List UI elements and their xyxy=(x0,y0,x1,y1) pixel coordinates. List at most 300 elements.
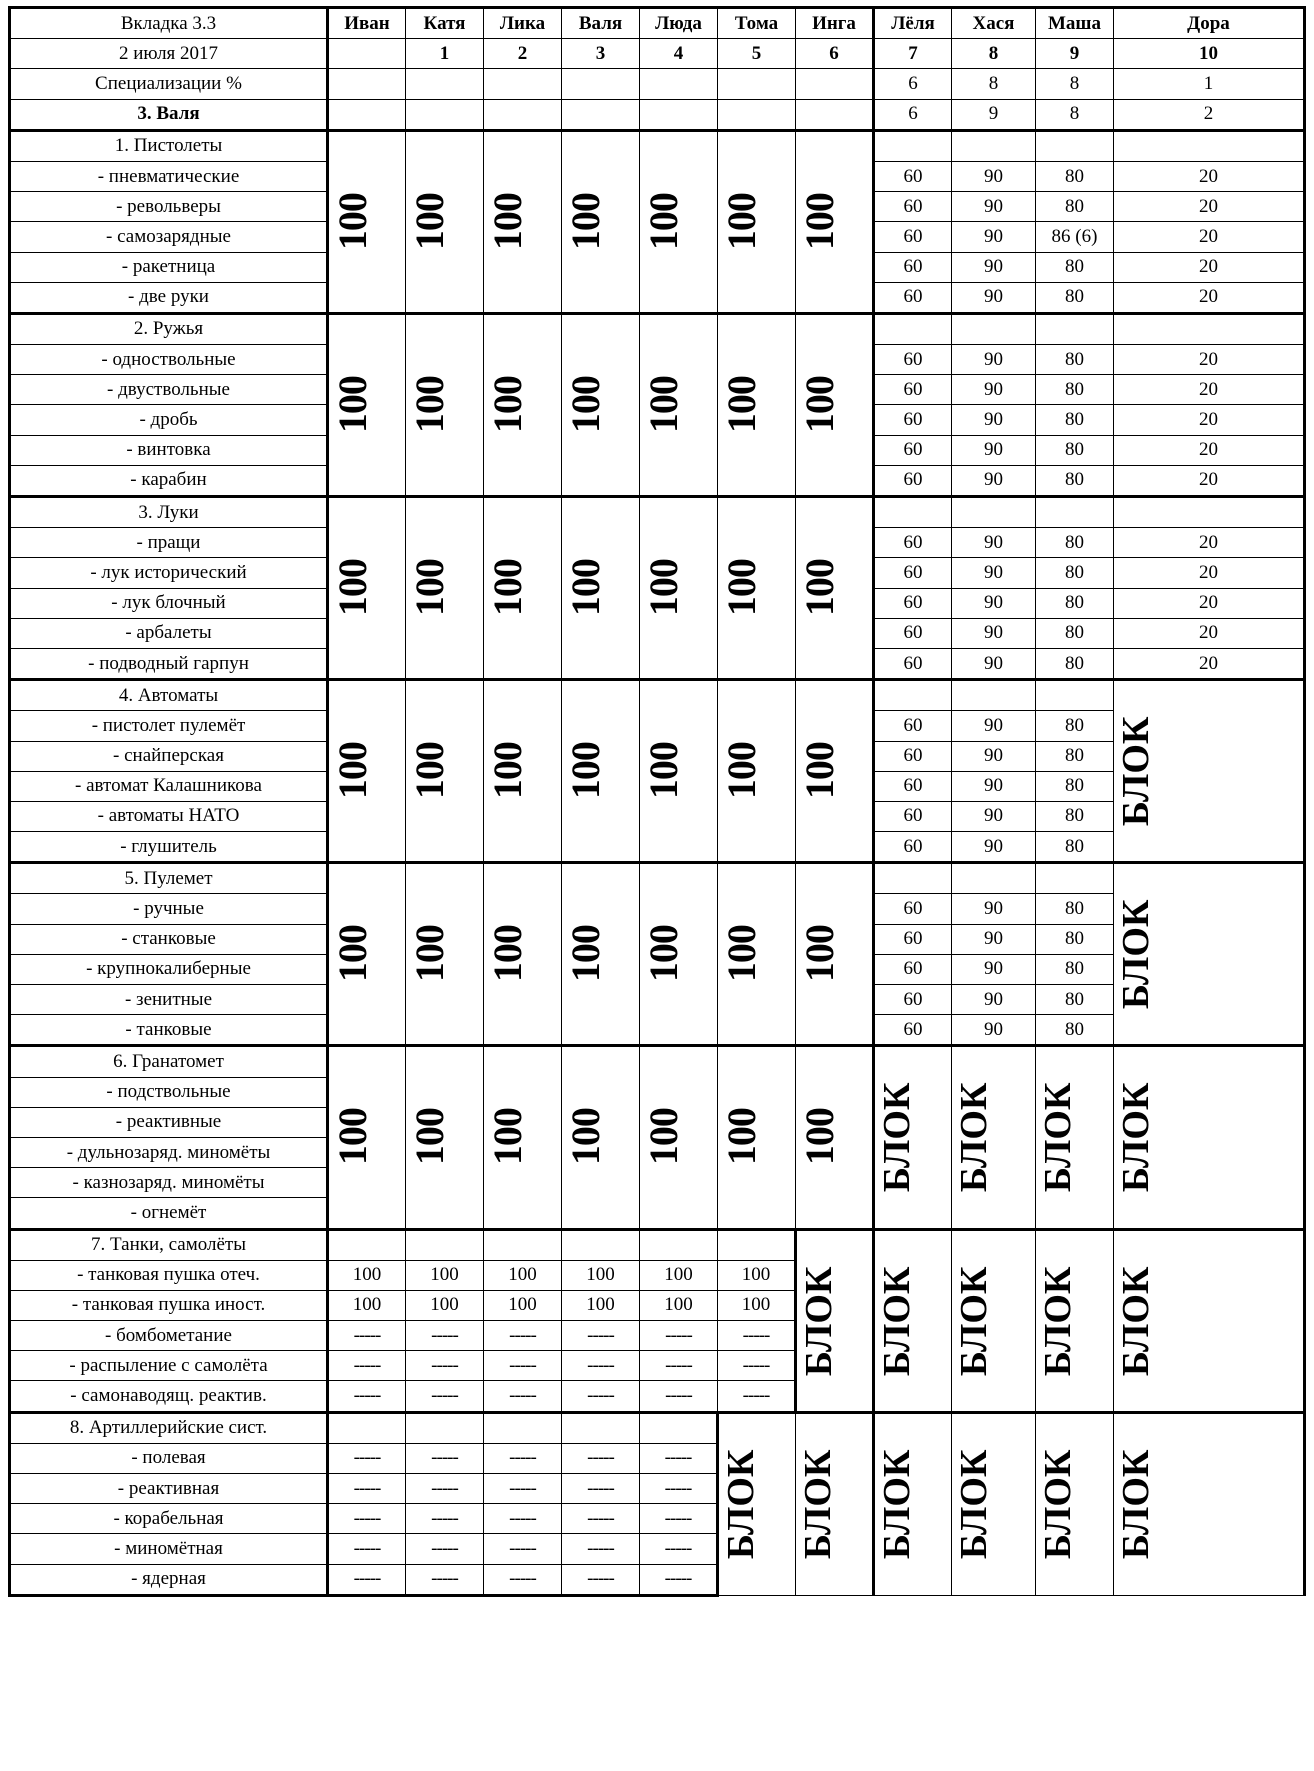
summary-value: 2 xyxy=(1114,99,1305,130)
score-cell: 80 xyxy=(1036,345,1114,375)
block-label: БЛОК xyxy=(1115,1265,1157,1376)
section-title-row xyxy=(10,1046,1305,1077)
summary-value xyxy=(406,69,484,99)
block-label: БЛОК xyxy=(1115,1449,1157,1559)
summary-value xyxy=(640,99,718,130)
column-index-2: 1 xyxy=(406,39,484,69)
row-label: - подводный гарпун xyxy=(10,648,328,679)
row-label: - пистолет пулемёт xyxy=(10,711,328,741)
empty-cell xyxy=(1036,130,1114,161)
row-label: - одноствольные xyxy=(10,345,328,375)
merged-hundred-cell xyxy=(718,863,796,1046)
merged-hundred-cell xyxy=(562,130,640,313)
score-cell: 60 xyxy=(874,345,952,375)
block-cell xyxy=(1036,1046,1114,1229)
block-label: БЛОК xyxy=(953,1082,995,1193)
empty-cell xyxy=(952,130,1036,161)
section-title-row xyxy=(10,1229,1305,1260)
score-cell: 60 xyxy=(874,924,952,954)
merged-value: 100 xyxy=(719,559,764,617)
merged-value: 100 xyxy=(719,742,764,800)
table-header-names xyxy=(10,8,1305,39)
score-cell: 80 xyxy=(1036,435,1114,465)
column-index-6: 5 xyxy=(718,39,796,69)
block-cell xyxy=(874,1229,952,1412)
section-title-row xyxy=(10,497,1305,528)
skills-table xyxy=(8,6,1306,1597)
score-cell: ----- xyxy=(328,1474,406,1504)
score-cell: ----- xyxy=(406,1321,484,1351)
block-cell xyxy=(1114,1412,1305,1595)
score-cell: 80 xyxy=(1036,161,1114,191)
merged-value: 100 xyxy=(563,925,608,983)
row-label: - самозарядные xyxy=(10,222,328,252)
summary-value xyxy=(484,99,562,130)
score-cell: 20 xyxy=(1114,528,1305,558)
merged-hundred-cell xyxy=(796,680,874,863)
summary-row xyxy=(10,69,1305,99)
score-cell: 80 xyxy=(1036,894,1114,924)
score-cell: 100 xyxy=(640,1260,718,1290)
row-label: - огнемёт xyxy=(10,1198,328,1229)
merged-hundred-cell xyxy=(796,497,874,680)
score-cell: 100 xyxy=(406,1290,484,1320)
column-header-7: Инга xyxy=(796,8,874,39)
score-cell: 80 xyxy=(1036,252,1114,282)
column-index-1 xyxy=(328,39,406,69)
score-cell: 60 xyxy=(874,741,952,771)
section-title-row xyxy=(10,680,1305,711)
merged-hundred-cell xyxy=(718,680,796,863)
merged-hundred-cell xyxy=(406,313,484,496)
score-cell: 100 xyxy=(328,1260,406,1290)
block-label: БЛОК xyxy=(1115,716,1157,826)
score-cell: 90 xyxy=(952,985,1036,1015)
score-cell: 60 xyxy=(874,161,952,191)
empty-cell xyxy=(874,680,952,711)
block-label: БЛОК xyxy=(1115,899,1157,1010)
score-cell: 60 xyxy=(874,801,952,831)
row-label: - ракетница xyxy=(10,252,328,282)
block-cell xyxy=(952,1046,1036,1229)
summary-value xyxy=(562,99,640,130)
empty-cell xyxy=(484,1229,562,1260)
empty-cell xyxy=(1114,130,1305,161)
score-cell: 20 xyxy=(1114,435,1305,465)
merged-hundred-cell xyxy=(796,1046,874,1229)
summary-value: 9 xyxy=(952,99,1036,130)
score-cell: 20 xyxy=(1114,558,1305,588)
score-cell: ----- xyxy=(718,1381,796,1412)
merged-hundred-cell xyxy=(484,1046,562,1229)
row-label: - лук исторический xyxy=(10,558,328,588)
empty-cell xyxy=(952,497,1036,528)
merged-hundred-cell xyxy=(562,863,640,1046)
row-label: - распыление с самолёта xyxy=(10,1351,328,1381)
score-cell: ----- xyxy=(640,1381,718,1412)
score-cell: ----- xyxy=(718,1351,796,1381)
merged-value: 100 xyxy=(485,1108,530,1166)
merged-value: 100 xyxy=(407,193,452,251)
empty-cell xyxy=(328,1412,406,1443)
merged-value: 100 xyxy=(330,925,375,983)
merged-value: 100 xyxy=(641,193,686,251)
score-cell: 90 xyxy=(952,588,1036,618)
merged-value: 100 xyxy=(719,925,764,983)
score-cell: 60 xyxy=(874,435,952,465)
section-title: 3. Луки xyxy=(10,497,328,528)
score-cell: ----- xyxy=(484,1321,562,1351)
score-cell: 90 xyxy=(952,924,1036,954)
score-cell: ----- xyxy=(640,1351,718,1381)
score-cell: 20 xyxy=(1114,252,1305,282)
summary-value xyxy=(328,99,406,130)
score-cell: ----- xyxy=(484,1504,562,1534)
score-cell: 20 xyxy=(1114,375,1305,405)
score-cell: ----- xyxy=(640,1534,718,1564)
empty-cell xyxy=(562,1229,640,1260)
summary-label: 3. Валя xyxy=(10,99,328,130)
score-cell: ----- xyxy=(640,1321,718,1351)
score-cell: 20 xyxy=(1114,465,1305,496)
summary-label: Специализации % xyxy=(10,69,328,99)
score-cell: ----- xyxy=(328,1351,406,1381)
merged-value: 100 xyxy=(407,559,452,617)
score-cell: 100 xyxy=(718,1260,796,1290)
summary-row xyxy=(10,99,1305,130)
score-cell: 90 xyxy=(952,558,1036,588)
summary-value xyxy=(562,69,640,99)
merged-value: 100 xyxy=(563,193,608,251)
score-cell: ----- xyxy=(718,1321,796,1351)
empty-cell xyxy=(1036,313,1114,344)
row-label: - пневматические xyxy=(10,161,328,191)
column-header-10: Маша xyxy=(1036,8,1114,39)
row-label: - снайперская xyxy=(10,741,328,771)
merged-hundred-cell xyxy=(796,863,874,1046)
row-label: - бомбометание xyxy=(10,1321,328,1351)
merged-hundred-cell xyxy=(484,863,562,1046)
score-cell: 60 xyxy=(874,192,952,222)
score-cell: 90 xyxy=(952,465,1036,496)
score-cell: 90 xyxy=(952,345,1036,375)
score-cell: ----- xyxy=(562,1534,640,1564)
score-cell: 60 xyxy=(874,588,952,618)
merged-hundred-cell xyxy=(796,313,874,496)
summary-value xyxy=(484,69,562,99)
merged-value: 100 xyxy=(797,925,842,983)
score-cell: 90 xyxy=(952,771,1036,801)
empty-cell xyxy=(640,1229,718,1260)
merged-value: 100 xyxy=(407,1108,452,1166)
score-cell: 80 xyxy=(1036,588,1114,618)
merged-hundred-cell xyxy=(484,313,562,496)
score-cell: ----- xyxy=(406,1351,484,1381)
score-cell: 90 xyxy=(952,528,1036,558)
row-label: - реактивные xyxy=(10,1107,328,1137)
empty-cell xyxy=(1036,497,1114,528)
score-cell: ----- xyxy=(484,1381,562,1412)
merged-hundred-cell xyxy=(718,313,796,496)
merged-value: 100 xyxy=(330,559,375,617)
merged-value: 100 xyxy=(485,742,530,800)
section-title-row xyxy=(10,313,1305,344)
column-header-2: Катя xyxy=(406,8,484,39)
merged-value: 100 xyxy=(563,742,608,800)
row-label: - самонаводящ. реактив. xyxy=(10,1381,328,1412)
merged-value: 100 xyxy=(330,742,375,800)
merged-hundred-cell xyxy=(718,1046,796,1229)
column-index-8: 7 xyxy=(874,39,952,69)
column-header-1: Иван xyxy=(328,8,406,39)
score-cell: 80 xyxy=(1036,711,1114,741)
score-cell: ----- xyxy=(640,1474,718,1504)
merged-value: 100 xyxy=(641,559,686,617)
block-cell xyxy=(1114,680,1305,863)
score-cell: 90 xyxy=(952,222,1036,252)
merged-hundred-cell xyxy=(484,130,562,313)
summary-value xyxy=(796,99,874,130)
score-cell: ----- xyxy=(562,1381,640,1412)
summary-value xyxy=(718,69,796,99)
merged-value: 100 xyxy=(797,193,842,251)
column-index-5: 4 xyxy=(640,39,718,69)
score-cell: 90 xyxy=(952,618,1036,648)
summary-value xyxy=(718,99,796,130)
table-header-numbers xyxy=(10,39,1305,69)
summary-value: 8 xyxy=(952,69,1036,99)
block-cell xyxy=(1114,1046,1305,1229)
row-label: - реактивная xyxy=(10,1474,328,1504)
score-cell: 60 xyxy=(874,985,952,1015)
score-cell: 80 xyxy=(1036,192,1114,222)
row-label: - ядерная xyxy=(10,1564,328,1595)
score-cell: 80 xyxy=(1036,801,1114,831)
merged-hundred-cell xyxy=(328,130,406,313)
summary-value xyxy=(640,69,718,99)
empty-cell xyxy=(640,1412,718,1443)
section-title: 5. Пулемет xyxy=(10,863,328,894)
score-cell: 80 xyxy=(1036,375,1114,405)
column-index-9: 8 xyxy=(952,39,1036,69)
score-cell: 90 xyxy=(952,435,1036,465)
score-cell: 60 xyxy=(874,252,952,282)
block-label: БЛОК xyxy=(720,1449,762,1559)
merged-value: 100 xyxy=(485,925,530,983)
empty-cell xyxy=(718,1229,796,1260)
row-label: - автоматы НАТО xyxy=(10,801,328,831)
score-cell: 20 xyxy=(1114,222,1305,252)
score-cell: ----- xyxy=(562,1564,640,1595)
score-cell: 60 xyxy=(874,222,952,252)
block-label: БЛОК xyxy=(876,1082,918,1193)
score-cell: ----- xyxy=(640,1504,718,1534)
merged-hundred-cell xyxy=(328,1046,406,1229)
score-cell: 100 xyxy=(406,1260,484,1290)
merged-value: 100 xyxy=(563,376,608,434)
score-cell: 60 xyxy=(874,832,952,863)
section-title: 6. Гранатомет xyxy=(10,1046,328,1077)
score-cell: ----- xyxy=(640,1564,718,1595)
block-cell xyxy=(1036,1229,1114,1412)
score-cell: ----- xyxy=(406,1474,484,1504)
block-label: БЛОК xyxy=(797,1449,839,1559)
empty-cell xyxy=(1114,497,1305,528)
score-cell: ----- xyxy=(562,1443,640,1473)
merged-value: 100 xyxy=(485,193,530,251)
score-cell: 100 xyxy=(484,1260,562,1290)
score-cell: 100 xyxy=(640,1290,718,1320)
score-cell: ----- xyxy=(484,1351,562,1381)
score-cell: ----- xyxy=(406,1534,484,1564)
score-cell: ----- xyxy=(328,1381,406,1412)
summary-value xyxy=(406,99,484,130)
merged-hundred-cell xyxy=(640,497,718,680)
score-cell: ----- xyxy=(328,1504,406,1534)
block-cell xyxy=(874,1046,952,1229)
row-label: - танковая пушка отеч. xyxy=(10,1260,328,1290)
score-cell: 80 xyxy=(1036,618,1114,648)
merged-hundred-cell xyxy=(406,497,484,680)
score-cell: 90 xyxy=(952,801,1036,831)
empty-cell xyxy=(874,313,952,344)
empty-cell xyxy=(874,497,952,528)
summary-value xyxy=(796,69,874,99)
score-cell: 90 xyxy=(952,192,1036,222)
merged-value: 100 xyxy=(797,1108,842,1166)
score-cell: 100 xyxy=(484,1290,562,1320)
empty-cell xyxy=(1036,863,1114,894)
score-cell: 80 xyxy=(1036,954,1114,984)
merged-value: 100 xyxy=(719,376,764,434)
merged-value: 100 xyxy=(797,376,842,434)
score-cell: 20 xyxy=(1114,282,1305,313)
block-cell xyxy=(718,1412,796,1595)
merged-hundred-cell xyxy=(640,130,718,313)
section-title-row xyxy=(10,863,1305,894)
row-label: - автомат Калашникова xyxy=(10,771,328,801)
summary-value xyxy=(328,69,406,99)
score-cell: 80 xyxy=(1036,528,1114,558)
score-cell: 20 xyxy=(1114,345,1305,375)
row-label: - карабин xyxy=(10,465,328,496)
score-cell: 60 xyxy=(874,528,952,558)
block-label: БЛОК xyxy=(953,1449,995,1559)
merged-value: 100 xyxy=(641,1108,686,1166)
block-cell xyxy=(1114,1229,1305,1412)
row-label: - винтовка xyxy=(10,435,328,465)
score-cell: 60 xyxy=(874,648,952,679)
merged-hundred-cell xyxy=(562,497,640,680)
row-label: - пращи xyxy=(10,528,328,558)
summary-value: 1 xyxy=(1114,69,1305,99)
merged-hundred-cell xyxy=(406,1046,484,1229)
score-cell: ----- xyxy=(484,1564,562,1595)
empty-cell xyxy=(562,1412,640,1443)
empty-cell xyxy=(484,1412,562,1443)
row-label: - дробь xyxy=(10,405,328,435)
column-index-3: 2 xyxy=(484,39,562,69)
score-cell: 80 xyxy=(1036,832,1114,863)
empty-cell xyxy=(1036,680,1114,711)
empty-cell xyxy=(952,313,1036,344)
block-cell xyxy=(952,1412,1036,1595)
empty-cell xyxy=(952,680,1036,711)
merged-value: 100 xyxy=(563,1108,608,1166)
sheet-title: Вкладка 3.3 xyxy=(10,8,328,39)
column-header-11: Дора xyxy=(1114,8,1305,39)
row-label: - лук блочный xyxy=(10,588,328,618)
merged-hundred-cell xyxy=(796,130,874,313)
score-cell: 20 xyxy=(1114,618,1305,648)
merged-hundred-cell xyxy=(562,1046,640,1229)
merged-value: 100 xyxy=(641,925,686,983)
score-cell: 20 xyxy=(1114,192,1305,222)
score-cell: 20 xyxy=(1114,588,1305,618)
score-cell: ----- xyxy=(484,1474,562,1504)
merged-value: 100 xyxy=(485,376,530,434)
merged-value: 100 xyxy=(719,193,764,251)
row-label: - ручные xyxy=(10,894,328,924)
empty-cell xyxy=(952,863,1036,894)
score-cell: 60 xyxy=(874,954,952,984)
merged-hundred-cell xyxy=(562,313,640,496)
merged-hundred-cell xyxy=(406,130,484,313)
merged-hundred-cell xyxy=(328,313,406,496)
row-label: - двуствольные xyxy=(10,375,328,405)
block-label: БЛОК xyxy=(1115,1082,1157,1193)
score-cell: 80 xyxy=(1036,648,1114,679)
column-index-10: 9 xyxy=(1036,39,1114,69)
column-header-3: Лика xyxy=(484,8,562,39)
score-cell: 90 xyxy=(952,711,1036,741)
score-cell: 80 xyxy=(1036,1015,1114,1046)
merged-hundred-cell xyxy=(718,130,796,313)
column-header-9: Хася xyxy=(952,8,1036,39)
score-cell: 90 xyxy=(952,405,1036,435)
score-cell: 100 xyxy=(328,1290,406,1320)
merged-value: 100 xyxy=(641,742,686,800)
merged-value: 100 xyxy=(797,742,842,800)
score-cell: 90 xyxy=(952,832,1036,863)
row-label: - дульнозаряд. миномёты xyxy=(10,1137,328,1167)
merged-value: 100 xyxy=(485,559,530,617)
column-header-5: Люда xyxy=(640,8,718,39)
score-cell: 60 xyxy=(874,771,952,801)
empty-cell xyxy=(328,1229,406,1260)
score-cell: 90 xyxy=(952,894,1036,924)
score-cell: 60 xyxy=(874,711,952,741)
score-cell: 80 xyxy=(1036,771,1114,801)
score-cell: 90 xyxy=(952,375,1036,405)
row-label: - глушитель xyxy=(10,832,328,863)
block-label: БЛОК xyxy=(1037,1449,1079,1559)
score-cell: 60 xyxy=(874,375,952,405)
merged-hundred-cell xyxy=(718,497,796,680)
summary-value: 8 xyxy=(1036,99,1114,130)
merged-value: 100 xyxy=(407,376,452,434)
score-cell: 80 xyxy=(1036,405,1114,435)
score-cell: 80 xyxy=(1036,985,1114,1015)
score-cell: 100 xyxy=(562,1290,640,1320)
score-cell: ----- xyxy=(406,1381,484,1412)
score-cell: 60 xyxy=(874,282,952,313)
score-cell: ----- xyxy=(328,1564,406,1595)
score-cell: ----- xyxy=(328,1443,406,1473)
score-cell: 90 xyxy=(952,252,1036,282)
column-header-4: Валя xyxy=(562,8,640,39)
score-cell: 90 xyxy=(952,741,1036,771)
